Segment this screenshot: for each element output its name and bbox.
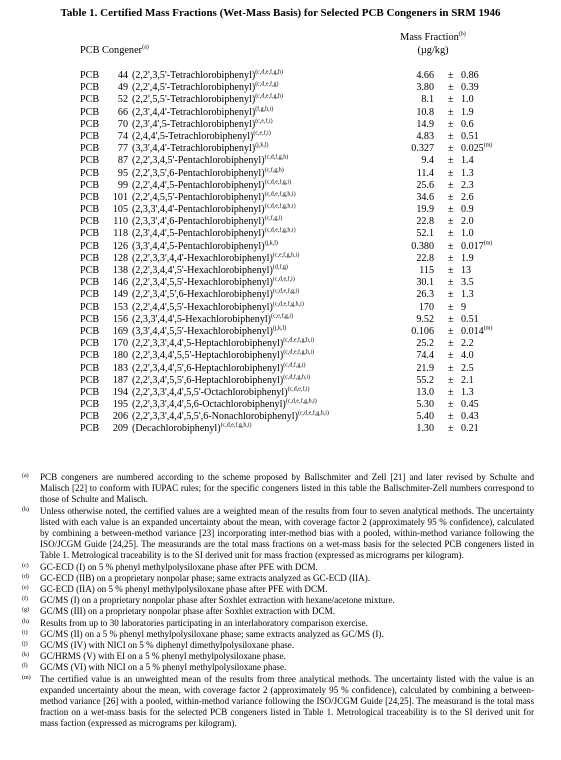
congener-name: (2,2',3,5'-Tetrachlorobiphenyl)$^{(c,d,e,f,g,h)}$ — [132, 69, 284, 81]
footnote-marks: (d,f,g) — [272, 264, 288, 271]
table-row — [0, 350, 561, 362]
table-row — [0, 216, 561, 228]
footnote-marks: (c,d,e,f,g,i) — [264, 179, 292, 186]
table-row — [0, 265, 561, 277]
congener-number: 52 — [117, 94, 128, 106]
footnote-marks: (c,d,e,f,g,h) — [255, 69, 284, 76]
table-row — [0, 277, 561, 289]
plus-minus-sign: ± — [448, 228, 454, 240]
congener-number: 195 — [112, 399, 128, 411]
uncertainty-value: 0.51 — [461, 313, 479, 325]
uncertainty-value: 0.21 — [461, 423, 479, 435]
footnote — [22, 629, 534, 640]
plus-minus-sign: ± — [448, 374, 454, 386]
congener-prefix: PCB — [80, 106, 100, 118]
uncertainty-value: 0.86 — [461, 70, 479, 81]
mass-fraction-value: 14.9 — [416, 118, 434, 130]
footnote — [22, 651, 534, 662]
plus-minus-sign: ± — [448, 325, 454, 337]
footnote-marks: (c,d,e,f,g,h,i) — [283, 349, 315, 356]
congener-name: (2,2',3,4,4',5'-Hexachlorobiphenyl)$^{(d,f,g)}$ — [132, 264, 288, 276]
congener-table-body — [0, 70, 561, 436]
plus-minus-sign: ± — [448, 70, 454, 81]
table-row — [0, 204, 561, 216]
table-row — [0, 119, 561, 131]
footnote-mark: (b) — [22, 506, 29, 513]
congener-number: 170 — [112, 338, 128, 350]
table-row — [0, 107, 561, 119]
footnote — [22, 662, 534, 673]
footnote-marks: (c,d,e,f,g,h,i) — [220, 423, 252, 430]
mass-fraction-value: 13.0 — [416, 386, 434, 398]
footnote — [22, 595, 534, 606]
plus-minus-sign: ± — [448, 155, 454, 167]
footnote-mark: (e) — [22, 585, 29, 592]
congener-name: (3,3',4,4',5,5'-Hexachlorobiphenyl)$^{(j,k,l)}$ — [132, 325, 287, 337]
congener-number: 70 — [117, 118, 128, 130]
congener-prefix: PCB — [80, 240, 100, 252]
table-row — [0, 228, 561, 240]
footnote-text: GC/MS (VI) with NICI on a 5 % phenyl methylpolysiloxane phase. — [40, 662, 287, 673]
uncertainty-footnote-mark: (m) — [483, 325, 493, 332]
congener-name: (2,2',4,5'-Tetrachlorobiphenyl)$^{(c,d,e,f,g)}$ — [132, 81, 279, 94]
congener-number: 156 — [112, 313, 128, 325]
congener-number: 194 — [112, 386, 128, 398]
uncertainty-value: 0.6 — [461, 118, 474, 130]
footnote-text: GC-ECD (IIB) on a proprietary nonpolar phase; same extracts analyzed as GC-ECD (IIA). — [40, 572, 371, 583]
footnote-mark: (g) — [22, 607, 29, 614]
mass-fraction-column-header — [383, 32, 483, 57]
congener-number: 99 — [117, 179, 128, 191]
footnote-marks: (j,k,l) — [272, 325, 287, 332]
table-row — [0, 241, 561, 253]
plus-minus-sign: ± — [448, 204, 454, 216]
footnote-mark: (a) — [22, 473, 29, 479]
congener-name: (2,4,4',5-Tetrachlorobiphenyl)$^{(c,e,f,i)}$ — [132, 130, 271, 142]
footnote-text: GC/HRMS (V) with EI on a 5 % phenyl methylpolysiloxane phase. — [40, 651, 286, 662]
plus-minus-sign: ± — [448, 252, 454, 264]
congener-name: (2,2',3,3',4,4',5,5'-Octachlorobiphenyl)$^{(c,d,e,f,i)}$ — [132, 386, 310, 398]
mass-fraction-value: 19.9 — [416, 204, 434, 216]
congener-header-footnote-mark: (a) — [142, 44, 149, 51]
mass-fraction-value: 21.9 — [416, 362, 434, 374]
congener-number: 180 — [112, 350, 128, 362]
plus-minus-sign: ± — [448, 301, 454, 313]
footnotes-section — [22, 472, 534, 730]
congener-prefix: PCB — [80, 228, 100, 240]
footnote-mark: (d) — [22, 573, 29, 580]
footnote-text: GC/MS (II) on a 5 % phenyl methylpolysiloxane phase; same extracts analyzed as GC/MS (I). — [40, 628, 384, 639]
mass-fraction-value: 30.1 — [416, 277, 434, 289]
congener-prefix: PCB — [80, 94, 100, 106]
plus-minus-sign: ± — [448, 94, 454, 106]
footnote-marks: (c,d,e,f,g) — [255, 81, 279, 88]
plus-minus-sign: ± — [448, 411, 454, 423]
uncertainty-value: 2.2 — [461, 338, 474, 350]
footnote — [22, 506, 534, 562]
table-row — [0, 387, 561, 399]
footnote-mark: (j) — [22, 641, 28, 648]
footnote-marks: (f,g,h,i) — [255, 106, 274, 113]
congener-name: (2,2',3,4,5'-Pentachlorobiphenyl)$^{(c,d,f,g,h)}$ — [132, 154, 289, 167]
congener-number: 118 — [113, 228, 128, 240]
footnote-marks: (c,d,e,f,g,h,i) — [297, 410, 329, 417]
footnote-marks: (c,d,e,f,g,h,i) — [264, 203, 296, 210]
footnote — [22, 584, 534, 595]
congener-prefix: PCB — [80, 265, 100, 276]
uncertainty-value: 2.6 — [461, 191, 474, 203]
congener-name: (2,2',3,4',5,5'-Hexachlorobiphenyl)$^{(c,d,e,f,i)}$ — [132, 276, 295, 289]
uncertainty-value: 0.43 — [461, 411, 479, 423]
footnote-text: GC-ECD (IIA) on 5 % phenyl methylpolysiloxane phase after PFE with DCM. — [40, 584, 328, 595]
congener-name: (2,2',3,4',5,5',6-Heptachlorobiphenyl)$^{(c,d,f,g,h,i)}$ — [132, 374, 311, 386]
congener-number: 74 — [117, 130, 128, 142]
congener-prefix: PCB — [80, 325, 100, 337]
mass-fraction-value: 25.6 — [416, 179, 434, 191]
table-row — [0, 326, 561, 338]
table-row — [0, 314, 561, 326]
footnote-text: Unless otherwise noted, the certified values are a weighted mean of the results from four to seven analytical methods. The uncertainty listed with each value is an expanded uncertainty about the mean, with coverage factor 2 (approximately 95 % confidence), calculated by combining a between-method variance [23] incorporating inter-method bias with a pooled, within-method variance following the ISO/JCGM Guide [24,25]. The measurands are the total mass fractions on a wet-mass basis for the selected PCB congeners listed in Table 1. Metrological traceability is to the SI derived unit for mass fraction (expressed as micrograms per kilogram). — [40, 505, 534, 561]
congener-prefix: PCB — [80, 399, 100, 411]
mass-fraction-value: 3.80 — [416, 82, 434, 94]
plus-minus-sign: ± — [448, 423, 454, 435]
uncertainty-value: 2.5 — [461, 362, 474, 374]
footnote-marks: (c,f,g,h) — [264, 167, 284, 174]
footnote-marks: (j,k,l) — [264, 240, 278, 247]
plus-minus-sign: ± — [448, 240, 454, 252]
table-row — [0, 131, 561, 143]
footnote-marks: (c,e,f,i) — [253, 130, 271, 137]
plus-minus-sign: ± — [448, 167, 454, 179]
congener-name: (2,2',5,5'-Tetrachlorobiphenyl)$^{(c,d,e,f,g,h)}$ — [132, 94, 284, 106]
plus-minus-sign: ± — [448, 130, 454, 142]
uncertainty-footnote-mark: (m) — [483, 240, 493, 247]
mass-fraction-value: 1.30 — [416, 423, 434, 435]
footnote-marks: (c,d,e,f,g,h,i) — [264, 228, 296, 235]
plus-minus-sign: ± — [448, 289, 454, 301]
table-row — [0, 423, 561, 435]
congener-number: 66 — [117, 106, 128, 118]
congener-number: 138 — [112, 265, 128, 276]
congener-number: 187 — [112, 374, 128, 386]
congener-name: (2,3',4,4'-Tetrachlorobiphenyl)$^{(f,g,h,i)}$ — [132, 106, 274, 118]
congener-number: 169 — [112, 325, 128, 337]
plus-minus-sign: ± — [448, 191, 454, 203]
congener-prefix: PCB — [80, 70, 100, 81]
table-row — [0, 192, 561, 204]
congener-number: 128 — [112, 252, 128, 264]
footnote-text: GC/MS (I) on a proprietary nonpolar phase after Soxhlet extraction with hexane/acetone mixture. — [40, 595, 395, 606]
footnote-marks: (c,d,f,g,i) — [283, 362, 306, 369]
table-row — [0, 375, 561, 387]
plus-minus-sign: ± — [448, 106, 454, 118]
plus-minus-sign: ± — [448, 313, 454, 325]
mass-fraction-value: 9.4 — [421, 155, 434, 167]
footnote — [22, 573, 534, 584]
mass-fraction-value: 74.4 — [416, 350, 434, 362]
footnote-marks: (c,d,e,f,g,h,i) — [264, 191, 296, 198]
congener-name: (2,3,3',4,4',5-Hexachlorobiphenyl)$^{(c,e,f,g,i)}$ — [132, 313, 294, 325]
congener-name: (2,2',3,3',4,4'-Hexachlorobiphenyl)$^{(c,e,f,g,h,i)}$ — [132, 252, 300, 264]
mass-fraction-value: 0.380 — [411, 240, 434, 252]
mass-fraction-value: 5.30 — [416, 399, 434, 411]
congener-prefix: PCB — [80, 362, 100, 374]
uncertainty-value: 1.3 — [461, 289, 474, 301]
congener-number: 105 — [112, 204, 128, 216]
congener-name: (3,3',4,4',5-Pentachlorobiphenyl)$^{(j,k,l)}$ — [132, 240, 278, 252]
footnote-text: The certified value is an unweighted mean of the results from three analytical methods. The uncertainty listed with the value is an expanded uncertainty about the mean, with coverage factor 2 (approximately 95 % confidence), calculated by combining a between-method variance [26] with a pooled, within-method variance following the ISO/JCGM Guide [24,25]. The measurand is the total mass fraction on a wet-mass basis for the selected PCB congeners listed in Table 1. Metrological traceability is to the SI derived unit for mass faction (expressed as micrograms per kilogram). — [40, 673, 534, 729]
uncertainty-value: 4.0 — [461, 350, 474, 362]
uncertainty-value: 0.39 — [461, 82, 479, 94]
table-row — [0, 253, 561, 265]
uncertainty-value: 0.014$^{(m)}$ — [461, 325, 493, 337]
plus-minus-sign: ± — [448, 362, 454, 374]
table-row — [0, 94, 561, 106]
congener-prefix: PCB — [80, 350, 100, 362]
table-row — [0, 363, 561, 375]
uncertainty-value: 1.3 — [461, 386, 474, 398]
congener-name: (2,2',4,4',5,5'-Hexachlorobiphenyl)$^{(c,d,e,f,g,h,i)}$ — [132, 301, 304, 313]
congener-prefix: PCB — [80, 374, 100, 386]
plus-minus-sign: ± — [448, 338, 454, 350]
footnote — [22, 606, 534, 617]
congener-header-label: PCB Congener — [80, 45, 143, 56]
footnote — [22, 640, 534, 651]
congener-name: (2,2',3,4,4',5',6-Heptachlorobiphenyl)$^{(c,d,f,g,i)}$ — [132, 362, 306, 374]
mass-fraction-value: 25.2 — [416, 338, 434, 350]
mass-fraction-value: 22.8 — [416, 216, 434, 228]
congener-name: (2,2',3,3',4,4',5,6-Octachlorobiphenyl)$^{(c,d,e,f,g,h,i)}$ — [132, 398, 317, 411]
footnote-mark: (k) — [22, 652, 29, 659]
mass-fraction-value: 55.2 — [416, 374, 434, 386]
congener-prefix: PCB — [80, 143, 100, 155]
uncertainty-value: 0.51 — [461, 130, 479, 142]
congener-number: 95 — [117, 167, 128, 179]
footnote-mark: (h) — [22, 618, 29, 625]
congener-name: (2,2',3,3',4,4',5-Heptachlorobiphenyl)$^{(c,d,e,f,g,h,i)}$ — [132, 337, 315, 350]
uncertainty-value: 2.1 — [461, 374, 474, 386]
congener-number: 146 — [112, 277, 128, 289]
footnote-marks: (c,d,e,f,i) — [272, 276, 295, 283]
plus-minus-sign: ± — [448, 350, 454, 362]
congener-prefix: PCB — [80, 179, 100, 191]
mass-fraction-value: 8.1 — [421, 94, 434, 106]
congener-name: (2,3',4',5-Tetrachlorobiphenyl)$^{(c,e,f,i)}$ — [132, 118, 273, 130]
congener-number: 77 — [117, 143, 128, 155]
uncertainty-value: 1.9 — [461, 106, 474, 118]
footnote-marks: (c,d,e,f,g,h,i) — [272, 301, 304, 308]
mass-fraction-header-line1 — [383, 32, 483, 45]
congener-name: (2,3,3',4,4'-Pentachlorobiphenyl)$^{(c,d,e,f,g,h,i)}$ — [132, 203, 296, 216]
congener-prefix: PCB — [80, 82, 100, 94]
footnote-marks: (c,f,g,i) — [264, 215, 283, 222]
footnote-mark: (i) — [22, 629, 28, 636]
congener-number: 209 — [112, 423, 128, 435]
congener-prefix: PCB — [80, 423, 100, 435]
congener-name: (2,2',3,5',6-Pentachlorobiphenyl)$^{(c,f,g,h)}$ — [132, 167, 284, 179]
uncertainty-value: 1.3 — [461, 167, 474, 179]
footnote — [22, 618, 534, 629]
footnote-marks: (c,e,f,g,i) — [271, 313, 294, 320]
mass-fraction-header-label: Mass Fraction — [400, 32, 459, 43]
footnote-mark: (m) — [22, 674, 31, 681]
plus-minus-sign: ± — [448, 399, 454, 411]
congener-name: (2,2',3,4',5',6-Hexachlorobiphenyl)$^{(c,d,e,f,g,i)}$ — [132, 289, 300, 301]
mass-fraction-value: 0.327 — [411, 143, 434, 155]
footnote-text: PCB congeners are numbered according to the scheme proposed by Ballschmiter and Zell [21] and later revised by Schulte and Malisch [22] to conform with IUPAC rules; for the specific congeners listed in this table the Ballschmiter-Zell numbers correspond to those of Schulte and Malisch. — [40, 472, 534, 505]
congener-prefix: PCB — [80, 252, 100, 264]
uncertainty-value: 3.5 — [461, 277, 474, 289]
table-row — [0, 399, 561, 411]
congener-prefix: PCB — [80, 386, 100, 398]
plus-minus-sign: ± — [448, 82, 454, 94]
congener-name: (2,2',3,3',4,4',5,5',6-Nonachlorobiphenyl)$^{(c,d,e,f,g,h,i)}$ — [132, 410, 329, 423]
congener-number: 49 — [117, 82, 128, 94]
table-row — [0, 155, 561, 167]
uncertainty-value: 1.9 — [461, 252, 474, 264]
congener-number: 183 — [112, 362, 128, 374]
congener-prefix: PCB — [80, 313, 100, 325]
congener-prefix: PCB — [80, 191, 100, 203]
uncertainty-value: 2.3 — [461, 179, 474, 191]
footnote-marks: (c,e,f,i) — [255, 118, 273, 125]
footnote-text: GC-ECD (I) on 5 % phenyl methylpolysiloxane phase after PFE with DCM. — [40, 561, 318, 572]
footnote-text: GC/MS (III) on a proprietary nonpolar phase after Soxhlet extraction with DCM. — [40, 606, 335, 617]
uncertainty-value: 1.4 — [461, 155, 474, 167]
footnote-marks: (c,d,e,f,i) — [287, 386, 310, 393]
plus-minus-sign: ± — [448, 118, 454, 130]
congener-name: (2,2',4,5,5'-Pentachlorobiphenyl)$^{(c,d,e,f,g,h,i)}$ — [132, 191, 296, 203]
footnote-marks: (c,d,f,g,h,i) — [283, 374, 311, 381]
uncertainty-value: 0.45 — [461, 399, 479, 411]
mass-fraction-value: 9.52 — [416, 313, 434, 325]
congener-number: 206 — [112, 411, 128, 423]
mass-fraction-header-unit: (µg/kg) — [417, 44, 449, 56]
footnote-marks: (c,d,e,f,g,i) — [272, 289, 300, 296]
congener-prefix: PCB — [80, 204, 100, 216]
congener-prefix: PCB — [80, 167, 100, 179]
uncertainty-value: 13 — [461, 265, 472, 276]
congener-prefix: PCB — [80, 338, 100, 350]
table-row — [0, 289, 561, 301]
mass-fraction-value: 22.8 — [416, 252, 434, 264]
mass-fraction-value: 4.66 — [416, 70, 434, 81]
uncertainty-value: 9 — [461, 301, 467, 313]
mass-fraction-value: 115 — [419, 265, 434, 276]
plus-minus-sign: ± — [448, 143, 454, 155]
uncertainty-value: 2.0 — [461, 216, 474, 228]
congener-number: 87 — [117, 155, 128, 167]
congener-number: 126 — [112, 240, 128, 252]
footnote — [22, 562, 534, 573]
footnote-mark: (l) — [22, 663, 28, 670]
congener-name: (2,2',3,4,4',5,5'-Heptachlorobiphenyl)$^{(c,d,e,f,g,h,i)}$ — [132, 349, 315, 362]
plus-minus-sign: ± — [448, 386, 454, 398]
plus-minus-sign: ± — [448, 216, 454, 228]
mass-fraction-value: 11.4 — [416, 167, 434, 179]
plus-minus-sign: ± — [448, 265, 454, 276]
uncertainty-value: 1.0 — [461, 94, 474, 106]
footnote — [22, 472, 534, 506]
footnote-marks: (c,d,e,f,g,h,i) — [283, 337, 315, 344]
congener-name: (2,3',4,4',5-Pentachlorobiphenyl)$^{(c,d,e,f,g,h,i)}$ — [132, 228, 296, 240]
congener-name: (3,3',4,4'-Tetrachlorobiphenyl)$^{(j,k,l)}$ — [132, 142, 269, 155]
mass-fraction-value: 52.1 — [416, 228, 434, 240]
footnote-marks: (c,e,f,g,h,i) — [272, 252, 300, 259]
congener-prefix: PCB — [80, 277, 100, 289]
congener-prefix: PCB — [80, 411, 100, 423]
congener-name: (2,3,3',4',6-Pentachlorobiphenyl)$^{(c,f,g,i)}$ — [132, 215, 283, 228]
uncertainty-footnote-mark: (m) — [483, 142, 493, 149]
table-row — [0, 302, 561, 314]
footnote-text: GC/MS (IV) with NICI on 5 % diphenyl dimethylpolysiloxane phase. — [40, 640, 295, 651]
uncertainty-value: 0.025$^{(m)}$ — [461, 142, 493, 155]
table-row — [0, 82, 561, 94]
footnote-mark: (c) — [22, 562, 29, 569]
congener-number: 101 — [112, 191, 128, 203]
congener-name: (2,2',4,4',5-Pentachlorobiphenyl)$^{(c,d,e,f,g,i)}$ — [132, 179, 292, 191]
mass-fraction-value: 26.3 — [416, 289, 434, 301]
congener-prefix: PCB — [80, 118, 100, 130]
congener-prefix: PCB — [80, 301, 100, 313]
mass-fraction-value: 34.6 — [416, 191, 434, 203]
mass-fraction-value: 5.40 — [416, 411, 434, 423]
congener-prefix: PCB — [80, 216, 100, 228]
plus-minus-sign: ± — [448, 179, 454, 191]
table-title: Table 1. Certified Mass Fractions (Wet-Mass Basis) for Selected PCB Congeners in SRM 1946 — [60, 7, 501, 19]
congener-prefix: PCB — [80, 289, 100, 301]
mass-fraction-value: 0.106 — [411, 325, 434, 337]
footnote-marks: (c,d,f,g,h) — [264, 154, 289, 161]
congener-number: 149 — [112, 289, 128, 301]
congener-number: 44 — [117, 70, 128, 81]
footnote — [22, 674, 534, 730]
uncertainty-value: 0.017$^{(m)}$ — [461, 240, 493, 252]
footnote-text: Results from up to 30 laboratories participating in an interlaboratory comparison exercise. — [40, 617, 368, 628]
table-row — [0, 143, 561, 155]
congener-column-header — [80, 45, 149, 56]
mass-fraction-value: 4.83 — [416, 130, 434, 142]
congener-number: 153 — [112, 301, 128, 313]
congener-prefix: PCB — [80, 130, 100, 142]
table-row — [0, 411, 561, 423]
footnote-mark: (f) — [22, 596, 28, 603]
mass-fraction-value: 170 — [418, 301, 434, 313]
mass-fraction-header-footnote-mark: (b) — [458, 31, 466, 38]
footnote-marks: (j,k,l) — [255, 142, 269, 149]
plus-minus-sign: ± — [448, 277, 454, 289]
mass-fraction-value: 10.8 — [416, 106, 434, 118]
table-row — [0, 338, 561, 350]
uncertainty-value: 1.0 — [461, 228, 474, 240]
table-row — [0, 168, 561, 180]
table-row — [0, 70, 561, 82]
table-row — [0, 180, 561, 192]
congener-prefix: PCB — [80, 155, 100, 167]
congener-name: (Decachlorobiphenyl)$^{(c,d,e,f,g,h,i)}$ — [132, 423, 252, 435]
footnote-marks: (c,d,e,f,g,h,i) — [285, 398, 317, 405]
footnote-marks: (c,d,e,f,g,h) — [255, 94, 284, 101]
congener-number: 110 — [113, 216, 128, 228]
uncertainty-value: 0.9 — [461, 204, 474, 216]
